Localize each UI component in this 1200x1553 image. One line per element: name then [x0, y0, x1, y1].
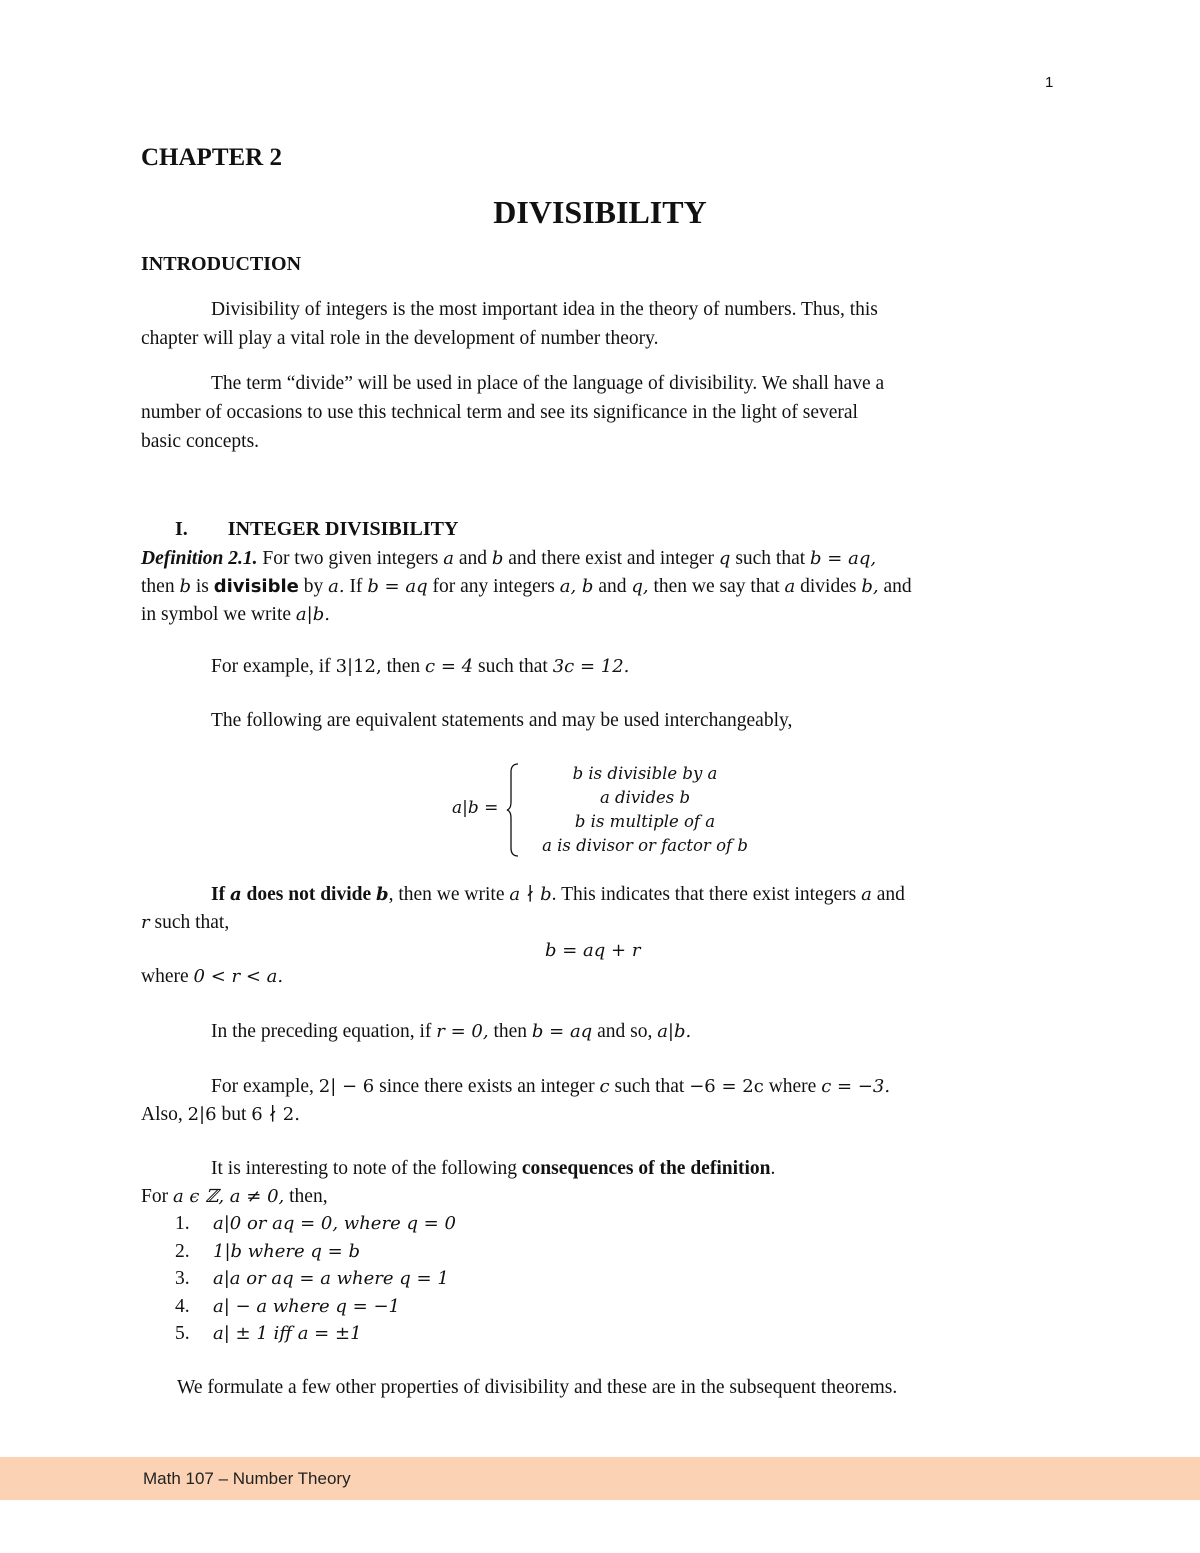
nd-text: and — [871, 884, 905, 905]
ex2-text: For example, — [211, 1076, 319, 1097]
ex2-math: c = −3. — [821, 1076, 891, 1097]
consequences-intro — [211, 1158, 775, 1180]
equivalent-statements-intro: The following are equivalent statements and may be used interchangeably, — [211, 710, 793, 731]
pre-math: r = 0, — [436, 1021, 489, 1042]
cons-text: It is interesting to note of the following — [211, 1158, 522, 1179]
var-b: b — [179, 576, 191, 597]
list-number: 1. — [175, 1213, 190, 1234]
var-a: a — [784, 576, 796, 597]
vars-ab: a, b — [559, 576, 594, 597]
list-text: a|0 or aq = 0, where q = 0 — [213, 1213, 456, 1234]
def-text: For two given integers — [257, 548, 444, 569]
ex2-math: 6 ∤ 2. — [251, 1104, 300, 1125]
range-math: 0 < r < a. — [193, 966, 284, 987]
intro-p1-line1: Divisibility of integers is the most important idea in the theory of numbers. Thus, this — [211, 299, 878, 320]
equiv-line: a divides b — [599, 788, 691, 807]
cons-math: a ϵ ℤ, a ≠ 0, — [172, 1186, 285, 1207]
var-a: a — [229, 884, 242, 905]
list-number: 5. — [175, 1323, 190, 1344]
nd-text: does not divide — [241, 884, 376, 905]
list-item — [175, 1296, 456, 1324]
example-text: For example, if — [211, 656, 336, 677]
remainder-range — [141, 966, 283, 988]
ex2-text: since there exists an integer — [374, 1076, 600, 1097]
intro-p2-line1: The term “divide” will be used in place of the language of divisibility. We shall have a — [211, 373, 885, 394]
ex2-text: where — [763, 1076, 822, 1097]
cons-bold: consequences of the definition — [521, 1158, 771, 1179]
list-item — [175, 1213, 456, 1241]
footer-bar — [0, 1457, 1200, 1500]
list-text: a|a or aq = a where q = 1 — [213, 1268, 449, 1289]
consequences-condition — [141, 1186, 328, 1208]
not-divide-line2 — [141, 912, 229, 934]
example-math: 3|12, — [335, 656, 382, 677]
nd-text: . This indicates that there exist integers — [551, 884, 862, 905]
def-text: by — [298, 576, 329, 597]
equiv-line: a is divisor or factor of b — [542, 836, 748, 855]
ex2-math: 2| − 6 — [318, 1076, 375, 1097]
def-text: then — [141, 576, 180, 597]
def-text: and there exist and integer — [503, 548, 719, 569]
example-text: such that — [473, 656, 553, 677]
equiv-statements — [520, 762, 770, 858]
list-number: 4. — [175, 1295, 190, 1317]
def-text: for any integers — [427, 576, 560, 597]
def-text: such that — [730, 548, 811, 569]
intro-paragraph-1 — [141, 295, 1061, 353]
list-item — [175, 1268, 456, 1296]
footer-course-title: Math 107 – Number Theory — [143, 1469, 351, 1488]
def-text: divides — [795, 576, 862, 597]
nd-text: , then we write — [388, 884, 510, 905]
not-divide-line1 — [211, 884, 905, 906]
nd-text: such that, — [149, 912, 230, 933]
var-a: a. — [328, 576, 345, 597]
var-q: q — [718, 548, 731, 569]
preceding-equation-note — [211, 1021, 691, 1043]
equiv-line: b is multiple of a — [574, 812, 716, 831]
page-number: 1 — [1045, 74, 1054, 91]
def-text: is — [190, 576, 214, 597]
list-text: a| ± 1 iff a = ±1 — [213, 1323, 362, 1344]
intro-p2-line3: basic concepts. — [141, 431, 260, 452]
pre-math: b = aq — [531, 1021, 593, 1042]
def-equation: b = aq, — [810, 548, 877, 569]
def-text: in symbol we write — [141, 604, 296, 625]
intro-p1-line2: chapter will play a vital role in the development of number theory. — [141, 328, 659, 349]
def-text: and — [453, 548, 492, 569]
list-item — [175, 1241, 456, 1269]
def-text: and — [593, 576, 632, 597]
list-text: 1|b where q = b — [213, 1240, 360, 1262]
cons-text: then, — [284, 1186, 328, 1207]
var-b: b, — [861, 576, 879, 597]
pre-text: and so, — [592, 1021, 658, 1042]
intro-paragraph-2 — [141, 369, 1061, 456]
ex2-text: but — [216, 1104, 252, 1125]
var-r: r — [141, 912, 150, 933]
consequences-list — [175, 1213, 456, 1351]
division-equation: b = aq + r — [545, 940, 641, 961]
not-divides-symbol: a ∤ b — [509, 884, 552, 905]
ex2-text: such that — [609, 1076, 690, 1097]
pre-text: In the preceding equation, if — [211, 1021, 437, 1042]
cons-text: . — [770, 1158, 776, 1179]
var-b: b — [376, 884, 389, 905]
example-2-line2 — [141, 1104, 300, 1126]
def-equation: b = aq — [367, 576, 428, 597]
left-brace-icon — [506, 762, 520, 858]
def-text: If — [344, 576, 368, 597]
section-title: INTEGER DIVISIBILITY — [227, 518, 459, 540]
list-number: 2. — [175, 1240, 190, 1262]
ex2-text: Also, — [141, 1104, 188, 1125]
section-heading — [175, 518, 458, 541]
introduction-heading: INTRODUCTION — [141, 253, 302, 275]
var-a: a — [443, 548, 454, 569]
ex2-math: 2|6 — [187, 1104, 217, 1125]
def-symbol: a|b. — [295, 604, 330, 625]
equiv-lhs: a|b = — [452, 798, 499, 818]
list-item — [175, 1323, 456, 1351]
term-divisible: divisible — [213, 576, 299, 597]
example-math: 3c = 12. — [552, 656, 630, 677]
pre-math: a|b. — [657, 1021, 692, 1042]
example-2-line1 — [211, 1076, 890, 1098]
nd-text: If — [211, 884, 230, 905]
var-c: c — [599, 1076, 610, 1097]
equiv-line: b is divisible by a — [572, 764, 718, 783]
section-numeral: I. — [175, 518, 188, 540]
example-math: c = 4 — [425, 656, 474, 677]
def-text: then we say that — [648, 576, 785, 597]
definition-2-1 — [141, 545, 1061, 629]
chapter-label: CHAPTER 2 — [141, 144, 282, 171]
intro-p2-line2: number of occasions to use this technical term and see its significance in the light of several — [141, 402, 858, 423]
definition-label: Definition 2.1. — [141, 548, 258, 569]
var-b: b — [491, 548, 504, 569]
example-text: then — [381, 656, 426, 677]
ex2-math: −6 = 2c — [689, 1076, 764, 1097]
example-1 — [211, 656, 629, 678]
var-q: q, — [631, 576, 649, 597]
var-a: a — [861, 884, 872, 905]
page-title: DIVISIBILITY — [493, 194, 707, 230]
list-text: a| − a where q = −1 — [213, 1295, 400, 1317]
def-text: and — [878, 576, 912, 597]
list-number: 3. — [175, 1268, 190, 1289]
pre-text: then — [488, 1021, 532, 1042]
cons-text: For — [141, 1186, 173, 1207]
nd-text: where — [141, 966, 194, 987]
closing-sentence: We formulate a few other properties of divisibility and these are in the subsequent theorems. — [177, 1377, 898, 1398]
